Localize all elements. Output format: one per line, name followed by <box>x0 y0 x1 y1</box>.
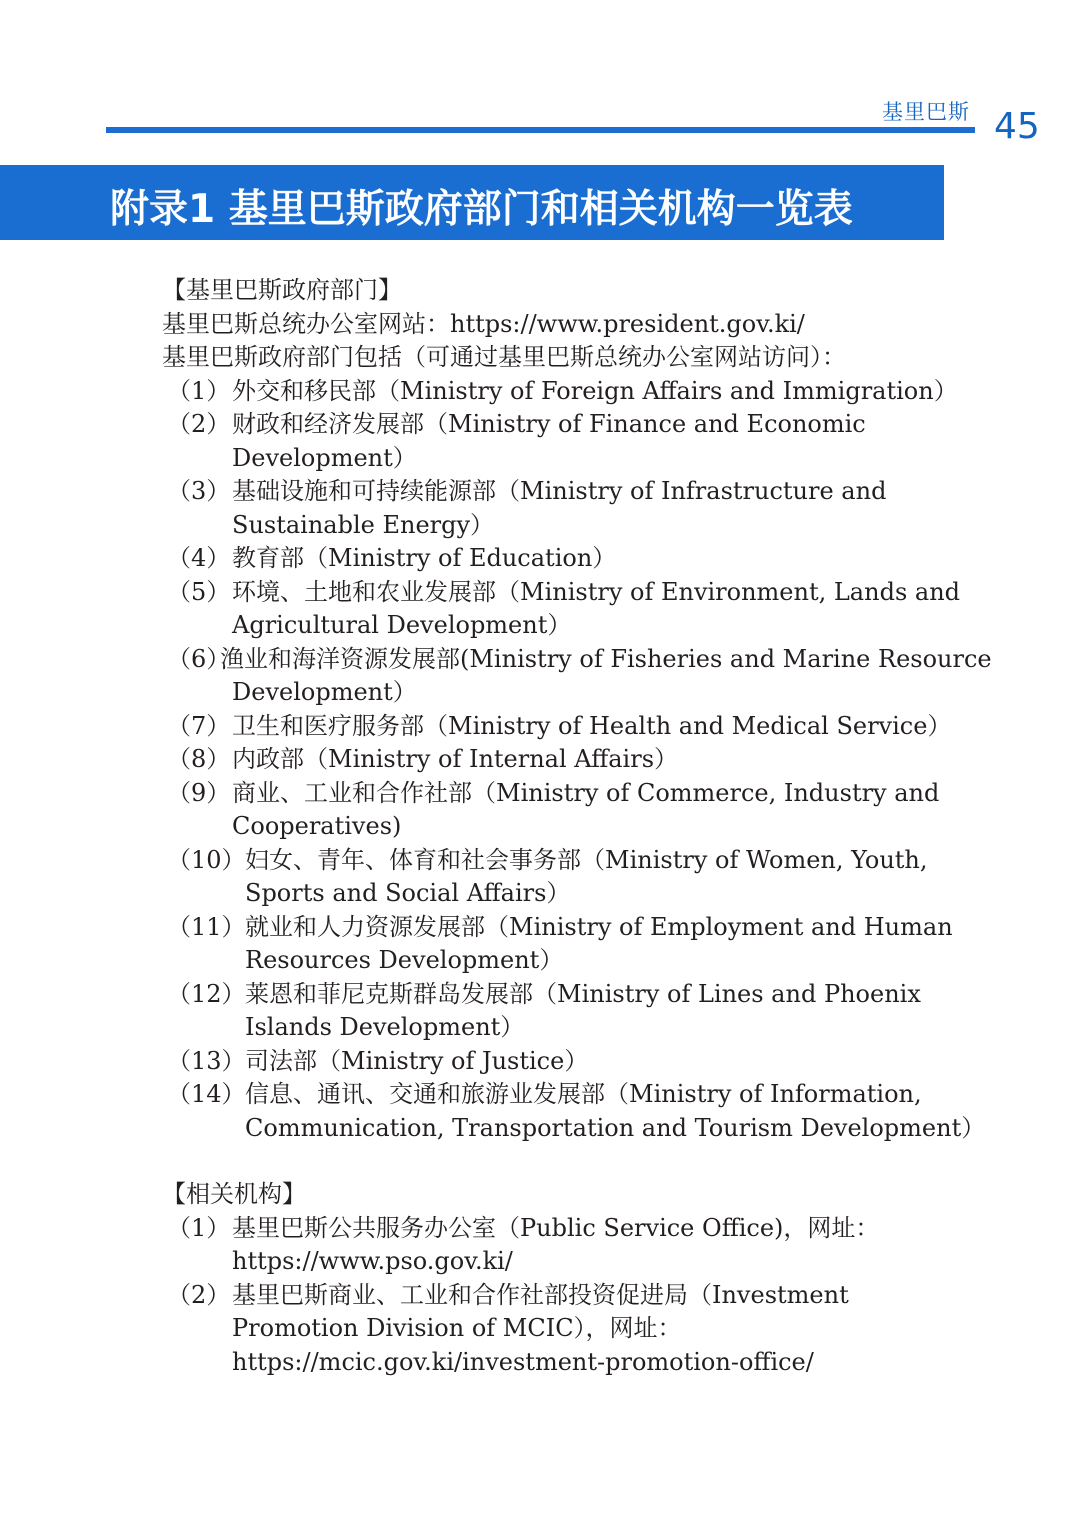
related-section-heading: 【相关机构】 <box>162 1180 306 1208</box>
list-item: （2） 财政和经济发展部（Ministry of Finance and Economic Development） <box>167 410 866 472</box>
related-agency-list <box>162 1212 992 1380</box>
list-item: （14） 信息、通讯、交通和旅游业发展部（Ministry of Information, Communication, Transportation and Tourism Development） <box>167 1080 986 1142</box>
list-item: （4） 教育部（Ministry of Education） <box>167 544 617 572</box>
list-item: （9） 商业、工业和合作社部（Ministry of Commerce, Industry and Cooperatives) <box>167 778 940 840</box>
list-item: （12） 莱恩和菲尼克斯群岛发展部（Ministry of Lines and Phoenix Islands Development） <box>167 979 921 1041</box>
list-item: （13） 司法部（Ministry of Justice） <box>167 1046 589 1075</box>
page-number: 45 <box>994 106 1040 147</box>
content <box>162 274 992 1379</box>
list-item: （1） 基里巴斯公共服务办公室（Public Service Office)，网址： https://www.pso.gov.ki/ <box>162 1212 992 1279</box>
header-rule <box>106 127 975 133</box>
list-item: （7） 卫生和医疗服务部（Ministry of Health and Medical Service） <box>167 711 952 740</box>
list-item: （10） 妇女、青年、体育和社会事务部（Ministry of Women, Youth, Sports and Social Affairs） <box>167 845 928 907</box>
pso-url: https://www.pso.gov.ki/ <box>232 1247 513 1275</box>
list-item: （8） 内政部（Ministry of Internal Affairs） <box>167 745 679 773</box>
list-item: （5） 环境、土地和农业发展部（Ministry of Environment, Lands and Agricultural Development） <box>167 577 961 639</box>
mcic-url: https://mcic.gov.ki/investment-promotion-office/ <box>232 1347 814 1376</box>
list-item: （11） 就业和人力资源发展部（Ministry of Employment and Human Resources Development） <box>167 912 953 974</box>
list-item: （3） 基础设施和可持续能源部（Ministry of Infrastructure and Sustainable Energy） <box>167 477 887 539</box>
list-item: （2） 基里巴斯商业、工业和合作社部投资促进局（Investment Promotion Division of MCIC），网址： https://mcic.gov.ki/investment-promotion-office/ <box>162 1279 992 1380</box>
president-website-line: 基里巴斯总统办公室网站：https://www.president.gov.ki/ <box>162 309 805 338</box>
gov-section-heading: 【基里巴斯政府部门】 <box>162 276 402 304</box>
section-gap <box>162 1145 992 1178</box>
list-item: （1） 外交和移民部（Ministry of Foreign Affairs and Immigration） <box>167 376 958 405</box>
page-title: 附录1 基里巴斯政府部门和相关机构一览表 <box>110 187 853 232</box>
gov-intro-line: 基里巴斯政府部门包括（可通过基里巴斯总统办公室网站访问）： <box>162 343 846 371</box>
list-item: （6） 渔业和海洋资源发展部(Ministry of Fisheries and Marine Resource Development） <box>167 644 992 706</box>
gov-ministry-list <box>162 375 992 1146</box>
running-head: 基里巴斯 <box>882 100 970 124</box>
